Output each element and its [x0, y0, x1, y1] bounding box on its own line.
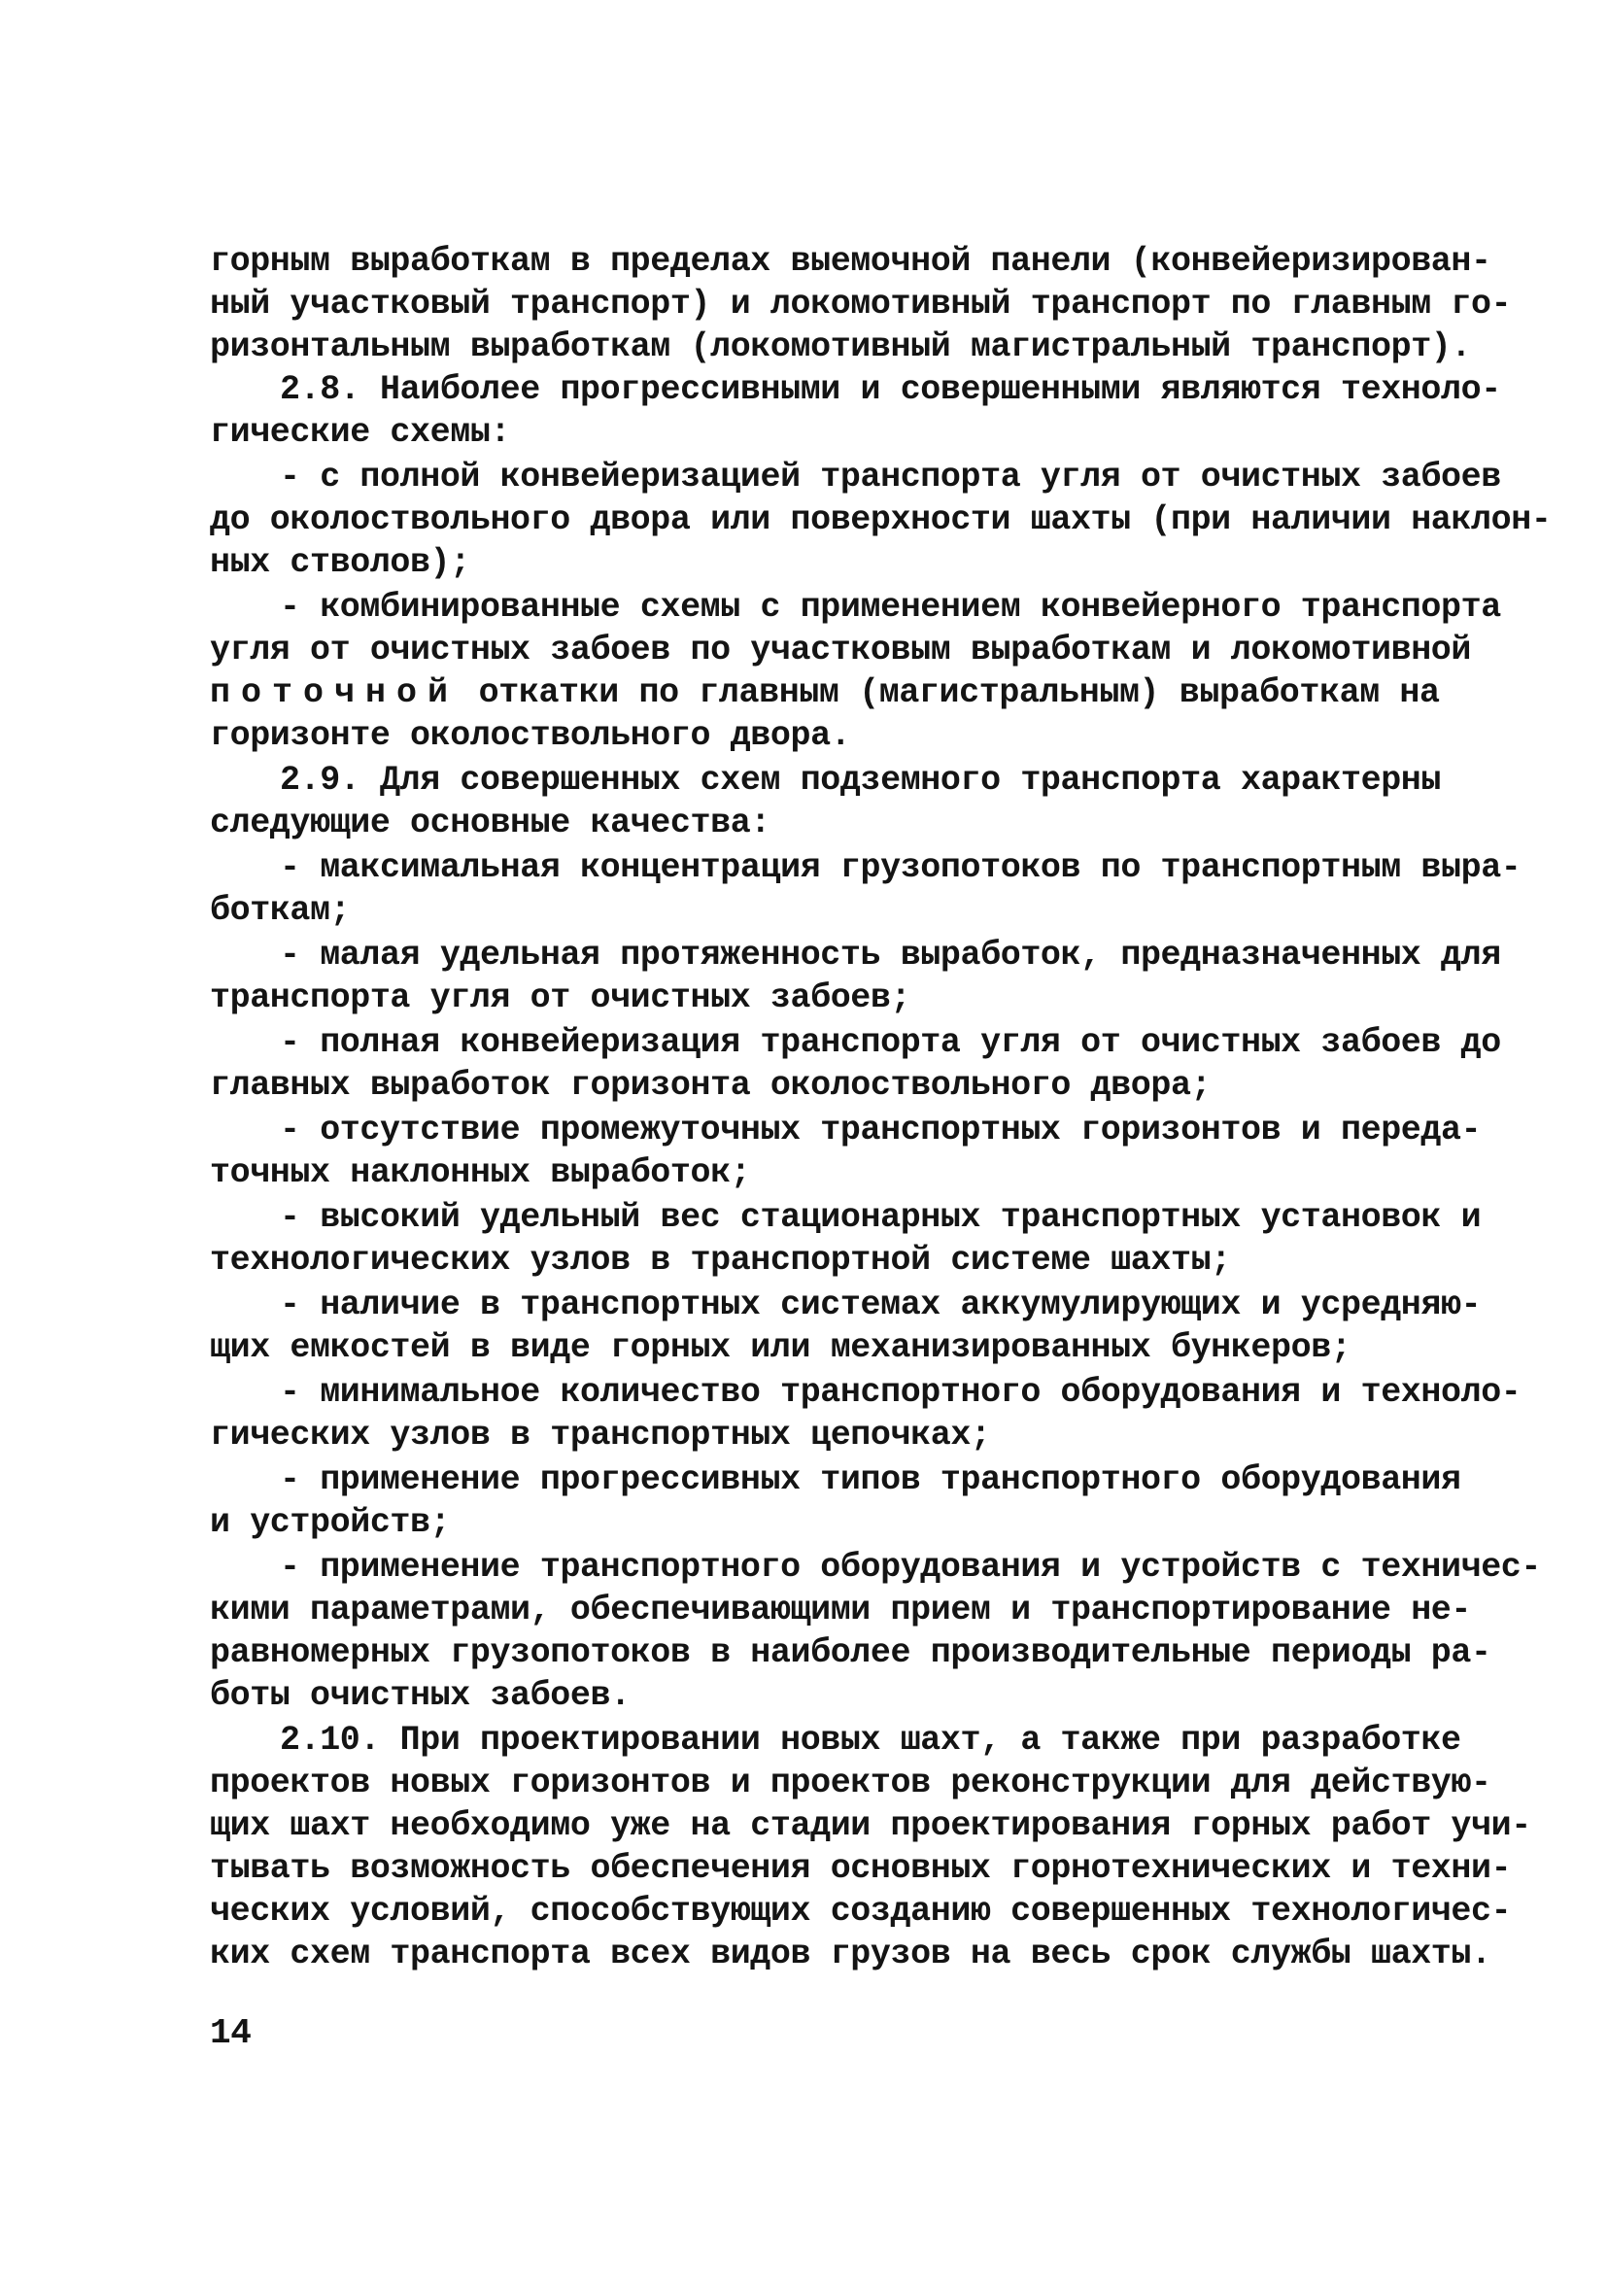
text-line: технологических узлов в транспортной системе шахты;	[210, 1241, 1231, 1280]
text-line: горным выработкам в пределах выемочной панели (конвейеризирован-	[210, 242, 1491, 281]
list-item: - наличие в транспортных системах аккумулирующих и усредняю-	[280, 1285, 1482, 1324]
text-line: до околоствольного двора или поверхности шахты (при наличии наклон-	[210, 500, 1552, 539]
text-line: главных выработок горизонта околоствольного двора;	[210, 1066, 1212, 1105]
text-line: точных наклонных выработок;	[210, 1153, 751, 1192]
text-line: боты очистных забоев.	[210, 1676, 631, 1715]
list-item: - применение прогрессивных типов транспортного оборудования	[280, 1460, 1461, 1499]
text-line: щих емкостей в виде горных или механизированных бункеров;	[210, 1328, 1351, 1367]
text-line: угля от очистных забоев по участковым выработкам и локомотивной	[210, 631, 1472, 669]
text-line: гические схемы:	[210, 413, 511, 452]
text-line: транспорта угля от очистных забоев;	[210, 978, 911, 1017]
list-item: - максимальная концентрация грузопотоков по транспортным выра-	[280, 848, 1522, 887]
text-line: равномерных грузопотоков в наиболее производительные периоды ра-	[210, 1633, 1491, 1672]
text-line: тывать возможность обеспечения основных горнотехнических и техни-	[210, 1849, 1512, 1888]
text-line: ких схем транспорта всех видов грузов на весь срок службы шахты.	[210, 1935, 1491, 1973]
paragraph-2-8-start: 2.8. Наиболее прогрессивными и совершенными являются техноло-	[280, 370, 1501, 409]
text-line: гических узлов в транспортных цепочках;	[210, 1416, 991, 1455]
text-line: следующие основные качества:	[210, 804, 770, 842]
paragraph-2-9-start: 2.9. Для совершенных схем подземного транспорта характерны	[280, 761, 1441, 800]
text-line: ческих условий, способствующих созданию совершенных технологичес-	[210, 1892, 1512, 1931]
page-number: 14	[210, 2013, 252, 2053]
list-item: - полная конвейеризация транспорта угля от очистных забоев до	[280, 1023, 1501, 1062]
list-item: - высокий удельный вес стационарных транспортных установок и	[280, 1198, 1482, 1237]
paragraph-2-10-start: 2.10. При проектировании новых шахт, а также при разработке	[280, 1721, 1461, 1760]
list-item: - с полной конвейеризацией транспорта угля от очистных забоев	[280, 458, 1501, 497]
list-item: - минимальное количество транспортного оборудования и техноло-	[280, 1373, 1522, 1412]
text-line: ризонтальным выработкам (локомотивный магистральный транспорт).	[210, 327, 1472, 366]
text-span: откатки по главным (магистральным) выработкам на	[478, 673, 1440, 712]
text-line: щих шахт необходимо уже на стадии проектирования горных работ учи-	[210, 1806, 1531, 1845]
text-line: горизонте околоствольного двора.	[210, 716, 851, 755]
text-line	[210, 672, 1440, 713]
list-item: - применение транспортного оборудования и устройств с техничес-	[280, 1548, 1542, 1587]
list-item: - малая удельная протяженность выработок, предназначенных для	[280, 936, 1501, 975]
text-line: боткам;	[210, 891, 351, 930]
text-line: ных стволов);	[210, 543, 470, 582]
list-item: - отсутствие промежуточных транспортных горизонтов и переда-	[280, 1111, 1482, 1149]
list-item: - комбинированные схемы с применением конвейерного транспорта	[280, 588, 1501, 627]
text-line: проектов новых горизонтов и проектов реконструкции для действую-	[210, 1764, 1491, 1802]
spaced-emphasis-word: поточной	[210, 673, 460, 712]
text-line: кими параметрами, обеспечивающими прием и транспортирование не-	[210, 1591, 1472, 1629]
text-line: ный участковый транспорт) и локомотивный транспорт по главным го-	[210, 285, 1512, 324]
text-line: и устройств;	[210, 1503, 451, 1542]
